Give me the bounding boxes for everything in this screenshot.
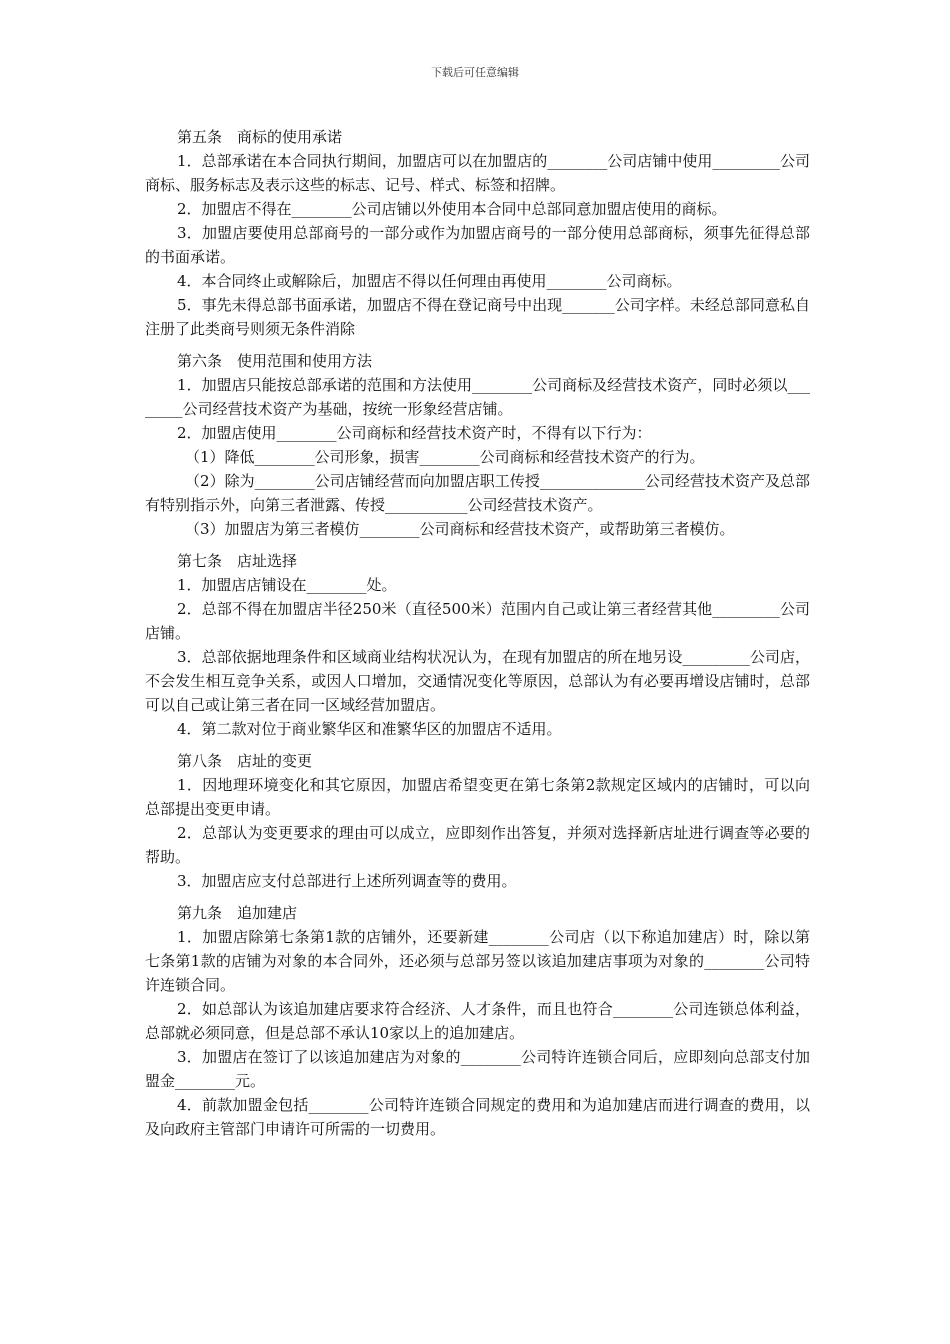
paragraph: （2）除为________公司店铺经营而向加盟店职工传授______________公司经营技术资产及总部有特别指示外，向第三者泄露、传授___________公司经营技术资产。: [145, 472, 810, 514]
article-heading: 第六条 使用范围和使用方法: [177, 352, 373, 370]
article-heading: 第九条 追加建店: [177, 904, 298, 922]
header-note: 下载后可任意编辑: [431, 66, 519, 79]
paragraph: 1．因地理环境变化和其它原因，加盟店希望变更在第七条第2款规定区域内的店铺时，可以向总部提出变更申请。: [145, 776, 810, 818]
paragraph: 2．加盟店不得在________公司店铺以外使用本合同中总部同意加盟店使用的商标。: [177, 200, 727, 218]
article-8: [145, 749, 810, 893]
paragraph: 2．总部认为变更要求的理由可以成立，应即刻作出答复，并须对选择新店址进行调查等必要的帮助。: [145, 824, 810, 866]
paragraph: 2．如总部认为该追加建店要求符合经济、人才条件，而且也符合________公司连锁总体利益，总部就必须同意，但是总部不承认10家以上的追加建店。: [145, 1000, 810, 1042]
article-6: [145, 349, 810, 541]
paragraph: 4．本合同终止或解除后，加盟店不得以任何理由再使用________公司商标。: [177, 272, 682, 290]
document-body: [145, 125, 810, 1149]
article-heading: 第七条 店址选择: [177, 552, 298, 570]
article-heading: 第八条 店址的变更: [177, 752, 313, 770]
paragraph: （1）降低________公司形象，损害________公司商标和经营技术资产的行为。: [185, 448, 705, 466]
paragraph: 1．加盟店除第七条第1款的店铺外，还要新建________公司店（以下称追加建店）时，除以第七条第1款的店铺为对象的本合同外，还必须与总部另签以该追加建店事项为对象的________公司特许连锁合同。: [145, 928, 810, 994]
paragraph: 5．事先未得总部书面承诺，加盟店不得在登记商号中出现_______公司字样。未经总部同意私自注册了此类商号则须无条件消除: [145, 296, 810, 338]
paragraph: 4．第二款对位于商业繁华区和准繁华区的加盟店不适用。: [177, 720, 562, 738]
paragraph: 4．前款加盟金包括________公司特许连锁合同规定的费用和为追加建店而进行调查的费用，以及向政府主管部门申请许可所需的一切费用。: [145, 1096, 810, 1138]
paragraph: 3．加盟店在签订了以该追加建店为对象的________公司特许连锁合同后，应即刻向总部支付加盟金________元。: [145, 1048, 810, 1090]
paragraph: 2．总部不得在加盟店半径250米（直径500米）范围内自己或让第三者经营其他_________公司店铺。: [145, 600, 810, 642]
paragraph: 3．加盟店要使用总部商号的一部分或作为加盟店商号的一部分使用总部商标，须事先征得总部的书面承诺。: [145, 224, 810, 266]
paragraph: 2．加盟店使用________公司商标和经营技术资产时，不得有以下行为：: [177, 424, 652, 442]
article-7: [145, 549, 810, 741]
paragraph: 3．加盟店应支付总部进行上述所列调查等的费用。: [177, 872, 517, 890]
paragraph: 1．加盟店只能按总部承诺的范围和方法使用________公司商标及经营技术资产，同时必须以________公司经营技术资产为基础，按统一形象经营店铺。: [145, 376, 810, 418]
article-heading: 第五条 商标的使用承诺: [177, 128, 343, 146]
paragraph: 1．加盟店店铺设在________处。: [177, 576, 397, 594]
article-9: [145, 901, 810, 1141]
paragraph: （3）加盟店为第三者模仿________公司商标和经营技术资产，或帮助第三者模仿。: [185, 520, 735, 538]
paragraph: 3．总部依据地理条件和区域商业结构状况认为，在现有加盟店的所在地另设_________公司店，不会发生相互竞争关系，或因人口增加，交通情况变化等原因，总部认为有必要再增设店铺时，总部可以自己或让第三者在同一区域经营加盟店。: [145, 648, 810, 714]
paragraph: 1．总部承诺在本合同执行期间，加盟店可以在加盟店的________公司店铺中使用_________公司商标、服务标志及表示这些的标志、记号、样式、标签和招牌。: [145, 152, 810, 194]
article-5: [145, 125, 810, 341]
